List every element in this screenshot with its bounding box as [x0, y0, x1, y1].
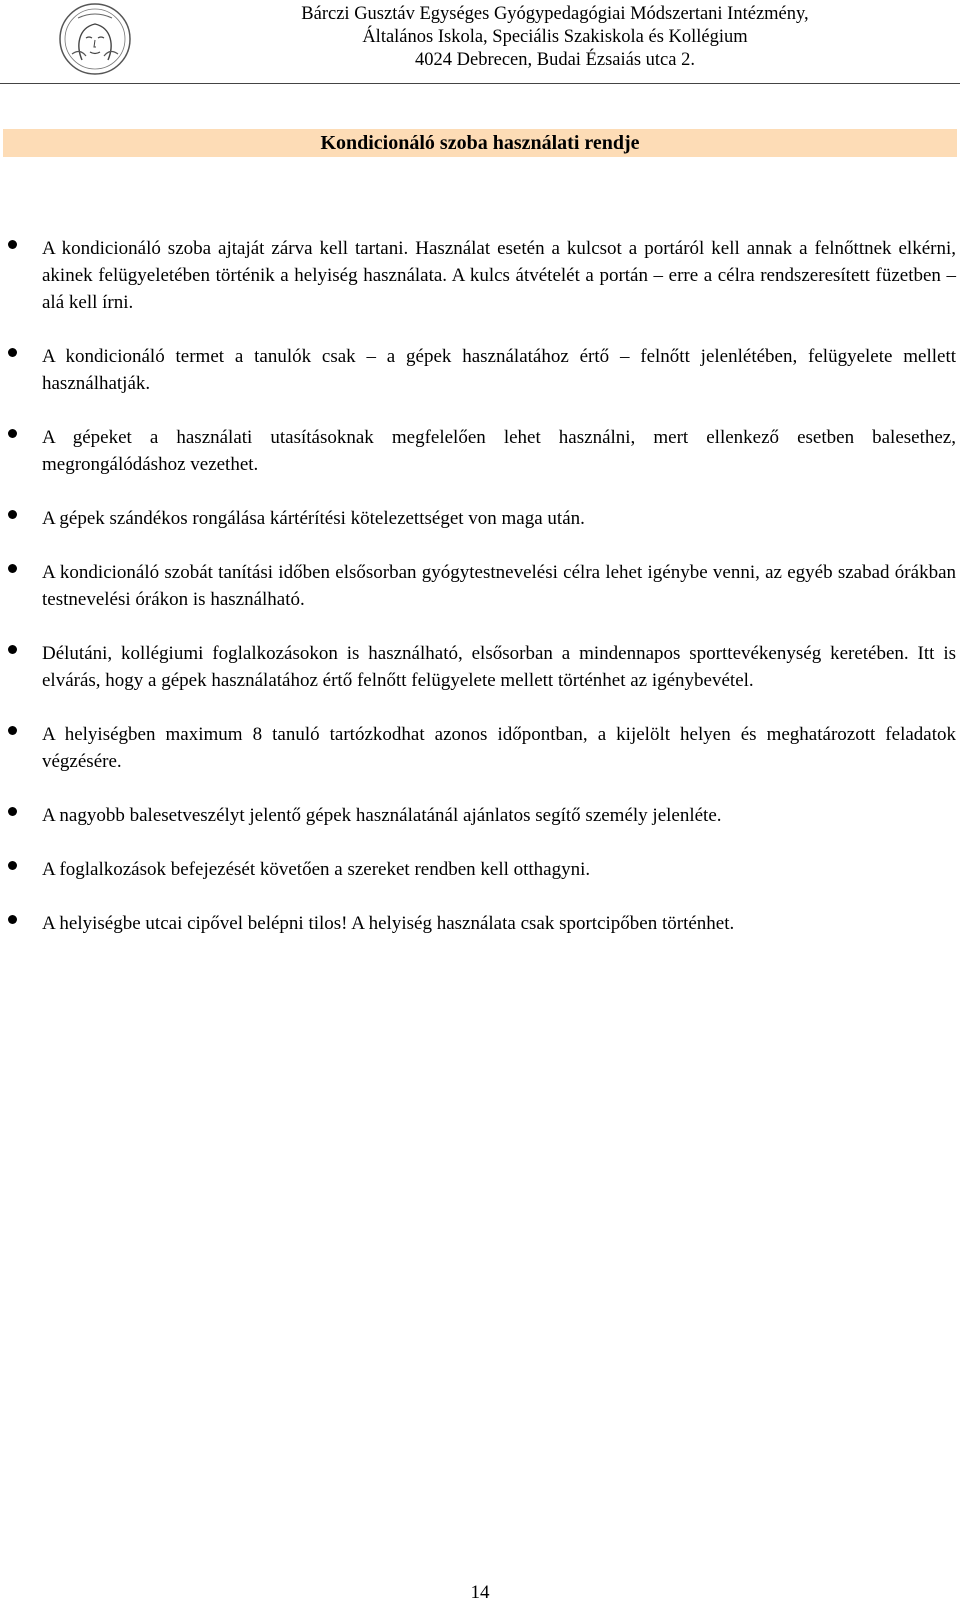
list-item-text: A helyiségben maximum 8 tanuló tartózkodhat azonos időpontban, a kijelölt helyen és meghatározott feladatok végzésére. [42, 724, 956, 772]
bullet-icon [8, 429, 17, 438]
list-item-text: A gépek szándékos rongálása kártérítési kötelezettséget von maga után. [42, 508, 585, 529]
list-item [0, 640, 960, 694]
list-item [0, 505, 960, 532]
list-item-text: A kondicionáló termet a tanulók csak – a gépek használatához értő – felnőtt jelenlétében, felügyelete mellett használhatják. [42, 346, 956, 394]
institution-name-line: Bárczi Gusztáv Egységes Gyógypedagógiai Módszertani Intézmény, [301, 4, 809, 24]
rules-list [0, 235, 960, 964]
list-item [0, 721, 960, 775]
page-header [0, 0, 960, 80]
list-item [0, 343, 960, 397]
institution-type-line: Általános Iskola, Speciális Szakiskola és Kollégium [362, 27, 748, 47]
document-title: Kondicionáló szoba használati rendje [320, 132, 640, 154]
document-title-bar [3, 129, 957, 157]
institution-address-line: 4024 Debrecen, Budai Ézsaiás utca 2. [415, 50, 695, 70]
list-item-text: Délutáni, kollégiumi foglalkozásokon is használható, elsősorban a mindennapos sporttevékenység keretében. Itt is elvárás, hogy a gépek használatához értő felnőtt felügyelete mellett történhet az igénybevétel. [42, 643, 956, 691]
list-item-text: A helyiségbe utcai cipővel belépni tilos! A helyiség használata csak sportcipőben történhet. [42, 913, 735, 934]
bullet-icon [8, 807, 17, 816]
list-item [0, 856, 960, 883]
bullet-icon [8, 240, 17, 249]
bullet-icon [8, 564, 17, 573]
list-item-text: A gépeket a használati utasításoknak megfelelően lehet használni, mert ellenkező esetben balesethez, megrongálódáshoz vezethet. [42, 427, 956, 475]
list-item-text: A nagyobb balesetveszélyt jelentő gépek használatánál ajánlatos segítő személy jelenléte. [42, 805, 722, 826]
bullet-icon [8, 348, 17, 357]
list-item [0, 235, 960, 316]
school-logo-face-icon [58, 2, 132, 76]
bullet-icon [8, 510, 17, 519]
list-item [0, 559, 960, 613]
header-divider [0, 83, 960, 84]
bullet-icon [8, 726, 17, 735]
list-item [0, 424, 960, 478]
bullet-icon [8, 861, 17, 870]
list-item [0, 910, 960, 937]
list-item [0, 802, 960, 829]
bullet-icon [8, 915, 17, 924]
list-item-text: A kondicionáló szobát tanítási időben elsősorban gyógytestnevelési célra lehet igénybe venni, az egyéb szabad órákban testnevelési órákon is használható. [42, 562, 956, 610]
bullet-icon [8, 645, 17, 654]
institution-address [160, 3, 950, 72]
list-item-text: A foglalkozások befejezését követően a szereket rendben kell otthagyni. [42, 859, 591, 880]
page-number: 14 [470, 1582, 490, 1603]
list-item-text: A kondicionáló szoba ajtaját zárva kell tartani. Használat esetén a kulcsot a portáról kell annak a felnőttnek elkérni, akinek felügyeletében történik a helyiség használata. A kulcs átvételét a portán – erre a célra rendszeresített füzetben – alá kell írni. [42, 238, 956, 313]
